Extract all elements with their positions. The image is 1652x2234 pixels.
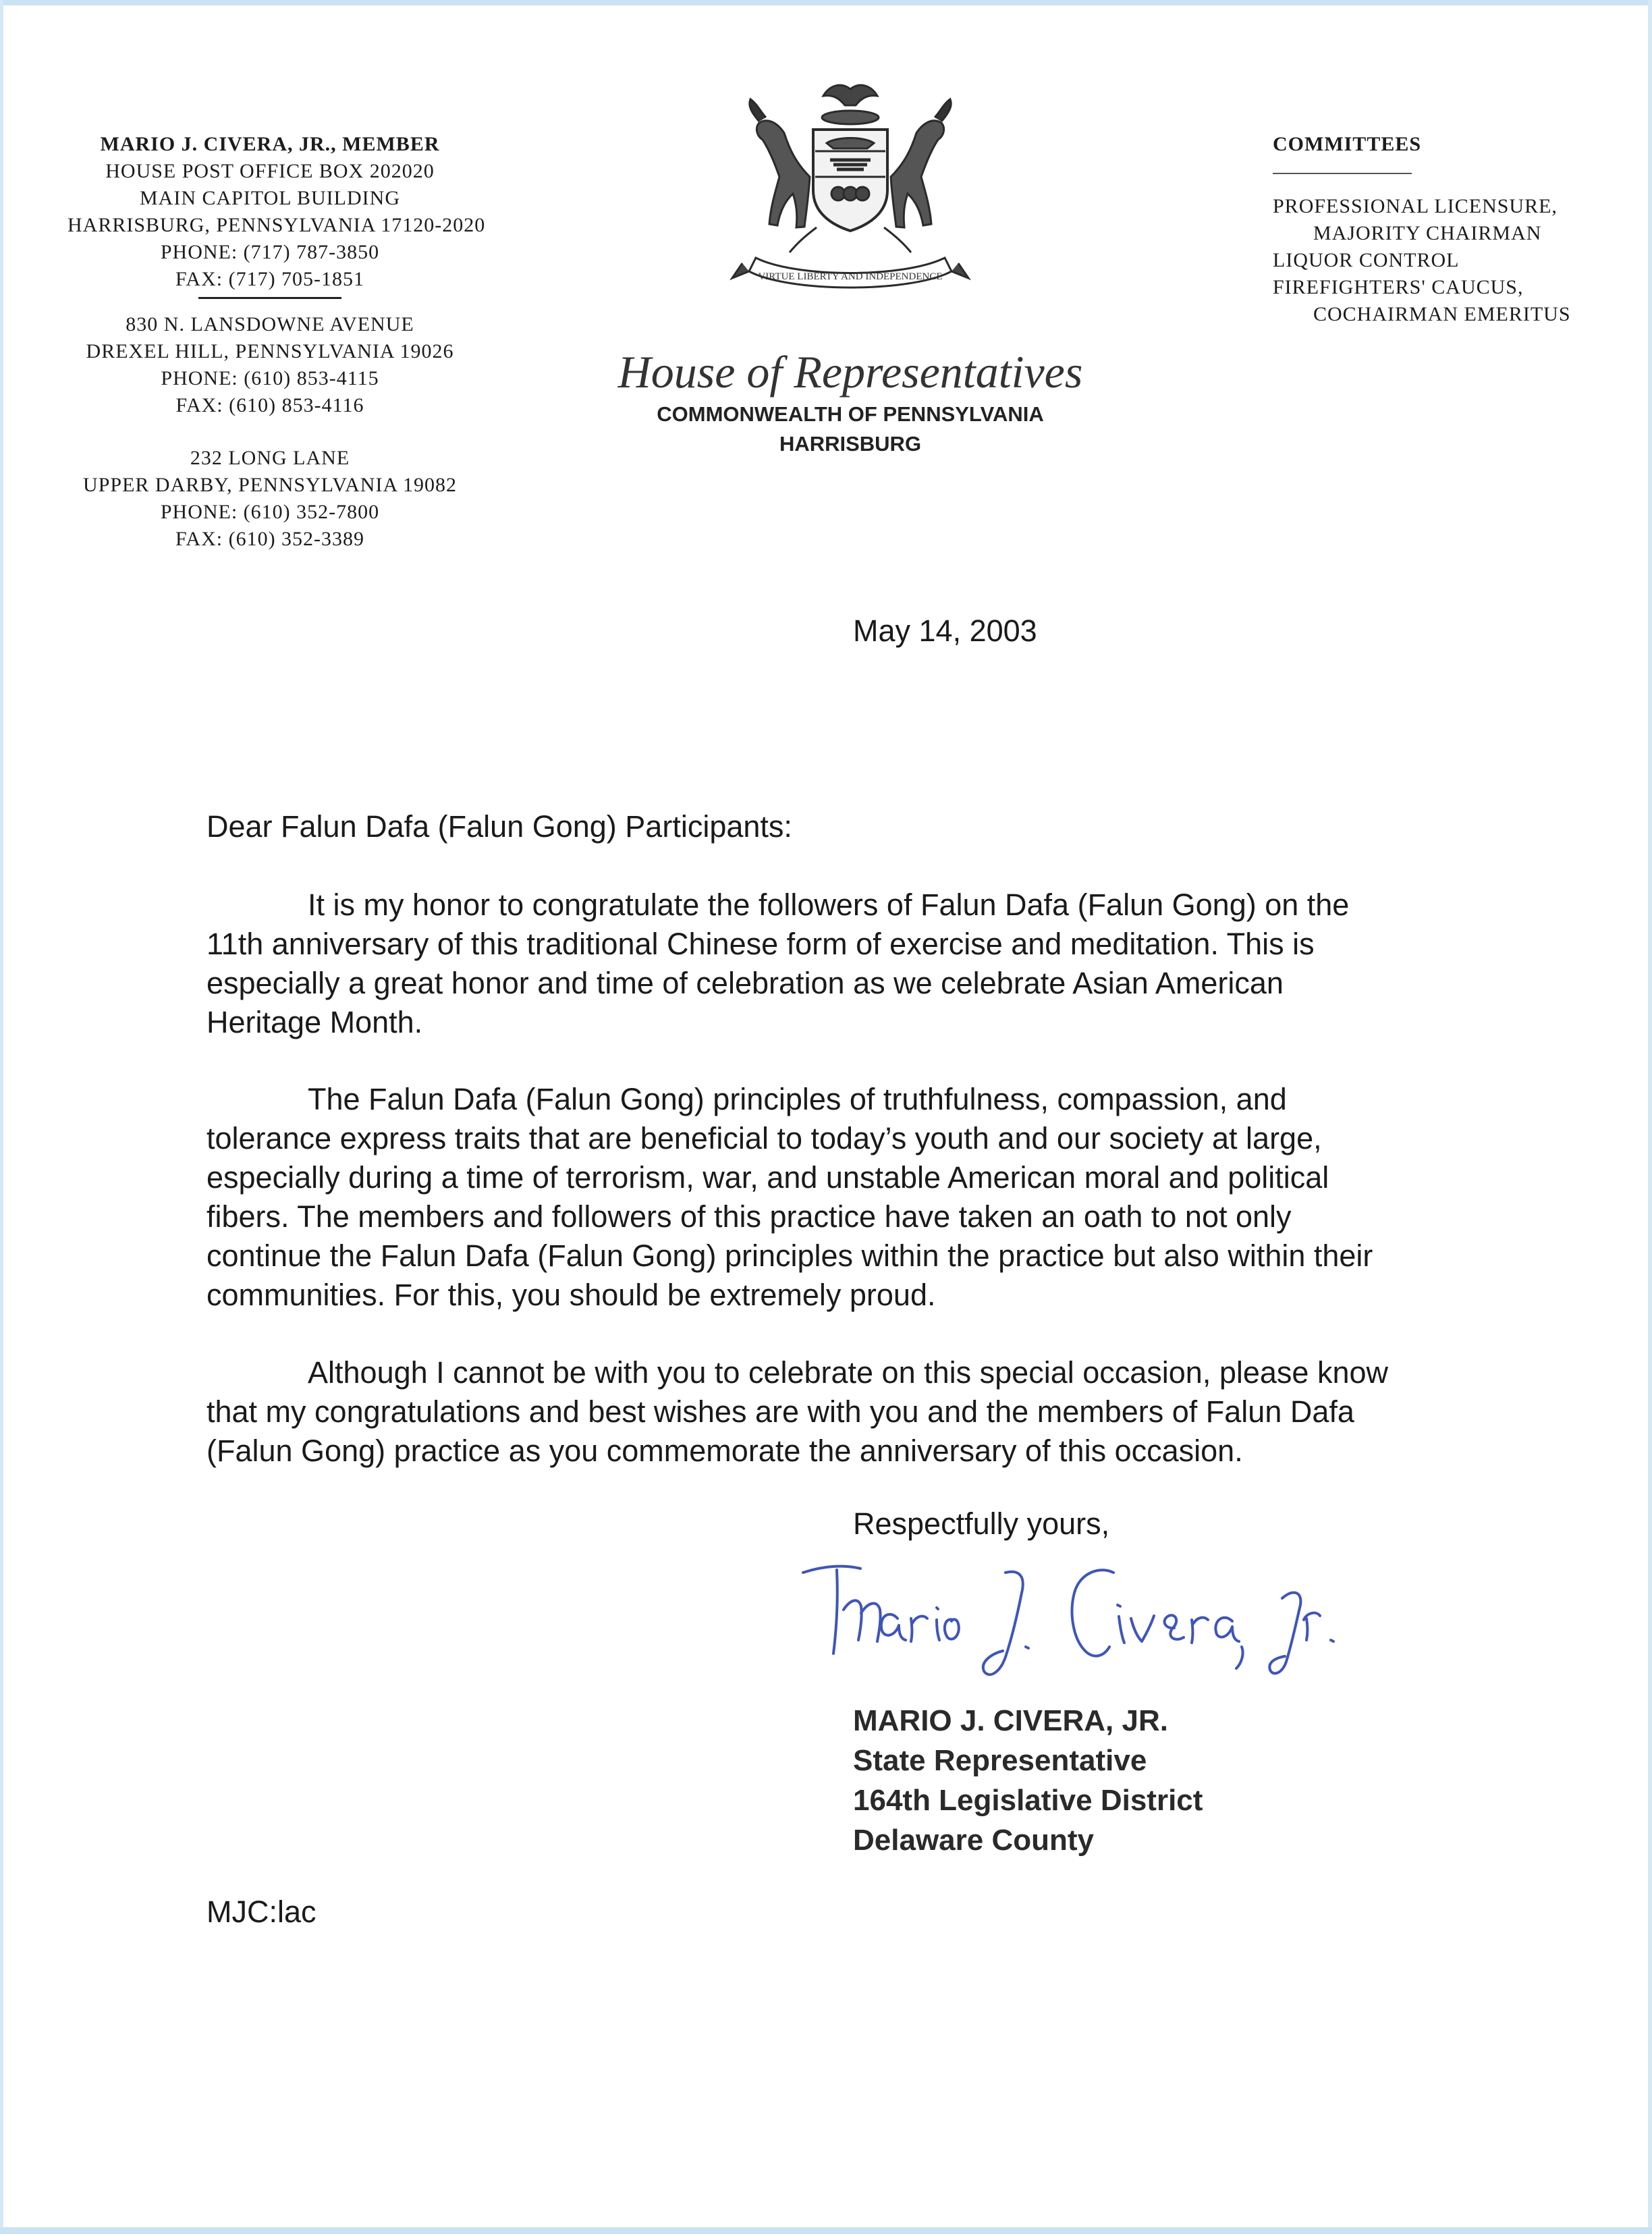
salutation: Dear Falun Dafa (Falun Gong) Participants:	[206, 809, 792, 844]
address-line: 232 LONG LANE	[190, 447, 350, 469]
paragraph-line: The Falun Dafa (Falun Gong) principles of truthfulness, compassion, and	[308, 1082, 1287, 1116]
fax-line: FAX: (610) 853-4116	[175, 394, 364, 416]
member-name: MARIO J. CIVERA, JR., MEMBER	[100, 133, 440, 155]
signer-title: State Representative	[853, 1744, 1147, 1777]
paragraph-line: that my congratulations and best wishes are with you and the members of Falun Dafa	[206, 1394, 1354, 1429]
phone-line: PHONE: (610) 853-4115	[161, 367, 379, 389]
paragraph-line: fibers. The members and followers of this practice have taken an oath to not only	[206, 1199, 1292, 1234]
address-line: DREXEL HILL, PENNSYLVANIA 19026	[86, 340, 454, 362]
seal-motto: VIRTUE LIBERTY AND INDEPENDENCE	[758, 271, 943, 282]
closing: Respectfully yours,	[853, 1506, 1110, 1541]
committee-line: COCHAIRMAN EMERITUS	[1313, 303, 1571, 325]
paragraph-line: Although I cannot be with you to celebrate on this special occasion, please know	[308, 1355, 1388, 1390]
committees-block	[1273, 131, 1571, 328]
handwritten-signature	[796, 1546, 1417, 1701]
typist-initials: MJC:lac	[206, 1895, 316, 1929]
paragraph-line: tolerance express traits that are beneficial to today’s youth and our society at large,	[206, 1121, 1322, 1155]
letter-date: May 14, 2003	[853, 614, 1037, 648]
address-line: HARRISBURG, PENNSYLVANIA 17120-2020	[67, 214, 486, 236]
harrisburg-subtitle: HARRISBURG	[779, 432, 922, 456]
committees-heading: COMMITTEES	[1273, 133, 1422, 155]
commonwealth-subtitle: COMMONWEALTH OF PENNSYLVANIA	[657, 402, 1044, 426]
paragraph-3	[206, 1353, 1543, 1471]
address-line: MAIN CAPITOL BUILDING	[140, 187, 400, 209]
paragraph-line: It is my honor to congratulate the followers of Falun Dafa (Falun Gong) on the	[308, 888, 1350, 922]
scan-edge-left	[0, 0, 3, 2234]
house-of-representatives-title: House of Representatives	[617, 346, 1083, 398]
paragraph-line: especially a great honor and time of celebration as we celebrate Asian American	[206, 966, 1284, 1000]
signer-name: MARIO J. CIVERA, JR.	[853, 1704, 1168, 1737]
committee-line: PROFESSIONAL LICENSURE,	[1273, 195, 1558, 217]
address-divider	[198, 297, 341, 299]
paragraph-line: continue the Falun Dafa (Falun Gong) principles within the practice but also within their	[206, 1238, 1373, 1273]
paragraph-line: communities. For this, you should be extremely proud.	[206, 1278, 936, 1312]
member-address-block	[67, 131, 486, 553]
scan-edge-right	[1648, 0, 1652, 2234]
signer-district: 164th Legislative District	[853, 1784, 1203, 1817]
committee-line: MAJORITY CHAIRMAN	[1313, 222, 1542, 244]
address-line: HOUSE POST OFFICE BOX 202020	[105, 160, 435, 182]
paragraph-line: especially during a time of terrorism, war, and unstable American moral and political	[206, 1160, 1329, 1195]
paragraph-line: 11th anniversary of this traditional Chinese form of exercise and meditation. This is	[206, 927, 1315, 961]
fax-line: FAX: (610) 352-3389	[175, 528, 365, 550]
address-line: 830 N. LANSDOWNE AVENUE	[126, 313, 414, 335]
scan-edge-top	[0, 0, 1652, 5]
phone-line: PHONE: (610) 352-7800	[160, 501, 380, 523]
paragraph-1	[206, 886, 1543, 1042]
paragraph-line: (Falun Gong) practice as you commemorate the anniversary of this occasion.	[206, 1434, 1243, 1468]
phone-line: PHONE: (717) 787-3850	[160, 241, 380, 263]
fax-line: FAX: (717) 705-1851	[175, 268, 365, 290]
scan-edge-bottom	[0, 2227, 1652, 2234]
address-line: UPPER DARBY, PENNSYLVANIA 19082	[83, 474, 457, 496]
committee-line: FIREFIGHTERS' CAUCUS,	[1273, 276, 1524, 298]
signature-block	[853, 1701, 1203, 1860]
signer-county: Delaware County	[853, 1824, 1094, 1857]
committee-line: LIQUOR CONTROL	[1273, 249, 1460, 271]
paragraph-line: Heritage Month.	[206, 1005, 423, 1039]
paragraph-2	[206, 1080, 1543, 1315]
committees-divider	[1273, 173, 1412, 174]
pennsylvania-seal-icon	[695, 76, 1006, 298]
